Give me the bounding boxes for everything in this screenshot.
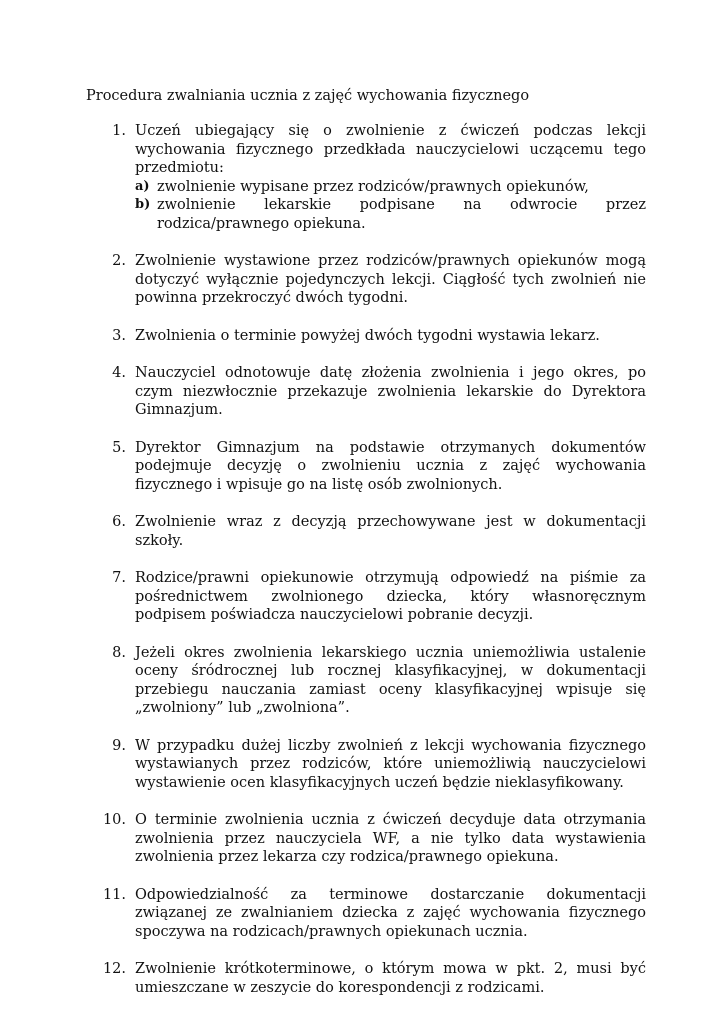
item-number: 6. [112, 514, 126, 530]
item-text: Zwolnienia o terminie powyżej dwóch tygodni wystawia lekarz. [135, 327, 600, 344]
list-item [86, 122, 646, 233]
list-item [86, 513, 646, 550]
procedure-list [86, 122, 646, 1016]
item-number: 12. [102, 961, 126, 977]
list-item [86, 886, 646, 942]
item-number: 3. [112, 327, 126, 344]
list-item [86, 569, 646, 625]
list-item [86, 811, 646, 867]
item-text: Odpowiedzialność za terminowe dostarczanie dokumentacji związanej ze zwalnianiem dziecka z zajęć wychowania fizycznego spoczywa na rodzicach/prawnych opiekunach ucznia. [135, 886, 646, 940]
list-item [86, 737, 646, 793]
list-item [86, 327, 646, 346]
item-number: 1. [112, 123, 126, 139]
item-text: W przypadku dużej liczby zwolnień z lekcji wychowania fizycznego wystawianych przez rodziców, które uniemożliwią nauczycielowi wystawienie ocen klasyfikacyjnych uczeń będzie nieklasyfikowany. [135, 737, 646, 791]
item-number: 10. [102, 812, 126, 828]
document-title: Procedura zwalniania ucznia z zajęć wychowania fizycznego [86, 88, 530, 104]
item-text: O terminie zwolnienia ucznia z ćwiczeń decyduje data otrzymania zwolnienia przez nauczyciela WF, a nie tylko data wystawienia zwolnienia przez lekarza czy rodzica/prawnego opiekuna. [135, 812, 646, 865]
list-item [86, 644, 646, 718]
sub-item-letter: a) [135, 178, 150, 194]
item-number: 4. [112, 365, 126, 381]
item-text: Nauczyciel odnotowuje datę złożenia zwolnienia i jego okres, po czym niezwłocznie przekazuje zwolnienia lekarskie do Dyrektora Gimnazjum. [135, 365, 646, 418]
list-item [86, 960, 646, 997]
sub-item-text: zwolnienie lekarskie podpisane na odwrocie przez rodzica/prawnego opiekuna. [157, 197, 646, 232]
item-text: Uczeń ubiegający się o zwolnienie z ćwiczeń podczas lekcji wychowania fizycznego przedkłada nauczycielowi uczącemu tego przedmiotu: [135, 123, 646, 176]
item-number: 11. [102, 886, 126, 903]
item-text: Dyrektor Gimnazjum na podstawie otrzymanych dokumentów podejmuje decyzję o zwolnieniu ucznia z zajęć wychowania fizycznego i wpisuje go na listę osób zwolnionych. [135, 439, 646, 493]
sub-item-text: zwolnienie wypisane przez rodziców/prawnych opiekunów, [157, 178, 589, 195]
sub-item-letter: b) [135, 197, 151, 212]
item-text: Zwolnienie krótkoterminowe, o którym mowa w pkt. 2, musi być umieszczane w zeszycie do korespondencji z rodzicami. [135, 961, 646, 996]
item-text: Zwolnienie wraz z decyzją przechowywane jest w dokumentacji szkoły. [135, 514, 646, 549]
list-item [86, 439, 646, 495]
sub-list [135, 178, 646, 234]
item-text: Jeżeli okres zwolnienia lekarskiego ucznia uniemożliwia ustalenie oceny śródrocznej lub rocznej klasyfikacyjnej, w dokumentacji przebiegu nauczania zamiast oceny klasyfikacyjnej wpisuje się „zwolniony” lub „zwolniona”. [135, 644, 646, 716]
sub-item [135, 196, 646, 233]
item-number: 2. [112, 253, 126, 269]
sub-item [135, 178, 646, 197]
list-item [86, 252, 646, 308]
item-number: 8. [112, 644, 126, 661]
item-text: Zwolnienie wystawione przez rodziców/prawnych opiekunów mogą dotyczyć wyłącznie pojedynczych lekcji. Ciągłość tych zwolnień nie powinna przekroczyć dwóch tygodni. [135, 253, 646, 306]
item-number: 9. [112, 737, 126, 754]
item-number: 7. [112, 570, 126, 586]
item-text: Rodzice/prawni opiekunowie otrzymują odpowiedź na piśmie za pośrednictwem zwolnionego dziecka, który własnoręcznym podpisem poświadcza nauczycielowi pobranie decyzji. [135, 570, 646, 623]
item-number: 5. [112, 439, 126, 456]
list-item [86, 364, 646, 420]
